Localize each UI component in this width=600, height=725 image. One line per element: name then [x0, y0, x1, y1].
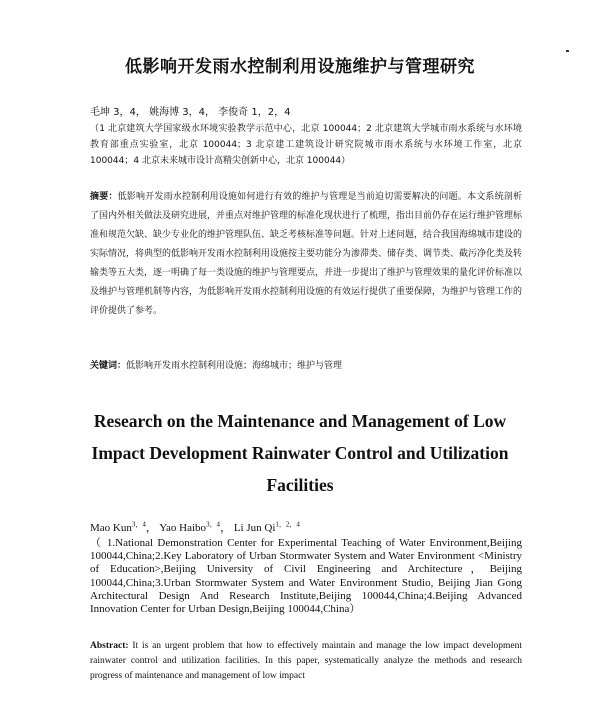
- chinese-keywords-label: 关键词：: [90, 361, 127, 371]
- author-name: Li Jun Qi: [233, 522, 276, 534]
- chinese-authors: 毛坤 3，4， 姚海博 3，4， 李俊奇 1，2，4: [90, 107, 291, 118]
- author-name: Yao Haibo: [159, 522, 207, 534]
- chinese-abstract-label: 摘要：: [90, 192, 118, 202]
- chinese-title: 低影响开发雨水控制利用设施维护与管理研究: [125, 57, 475, 77]
- english-title: Research on the Maintenance and Management of Low Impact Development Rainwater Control and Utilization Facilities: [91, 411, 509, 495]
- chinese-keywords-text: 低影响开发雨水控制利用设施；海绵城市；维护与管理: [126, 361, 343, 371]
- english-authors: Mao Kun$^{3,4}$， Yao Haibo$^{3,4}$， Li Jun $Qi^{1,2,4}$: [90, 520, 300, 534]
- english-abstract-text: It is an urgent problem that how to effectively maintain and manage the low impact development rainwater control and utilization facilities. In this paper, systematically analyze the methods and research progress of maintenance and management of low impact: [90, 641, 522, 681]
- author-affil-index: 1，2，4: [275, 520, 300, 529]
- author-affil-index: 3，4: [206, 520, 221, 529]
- chinese-keywords: [90, 358, 522, 371]
- author-name: Mao Kun: [90, 522, 132, 534]
- chinese-abstract: [90, 188, 522, 321]
- english-abstract: [90, 639, 522, 684]
- chinese-affiliations: （1 北京建筑大学国家级水环境实验教学示范中心，北京 100044；2 北京建筑大学城市雨水系统与水环境教育部重点实验室，北京 100044；3 北京建工建筑设计研究院城市雨水系统与水环境工作室，北京 100044；4 北京未来城市设计高精尖创新中心，北京 100044）: [90, 124, 522, 166]
- english-abstract-label: Abstract:: [90, 641, 129, 651]
- chinese-abstract-text: 低影响开发雨水控制利用设施如何进行有效的维护与管理是当前迫切需要解决的问题。本文系统剖析了国内外相关做法及研究进展，并重点对维护管理的标准化现状进行了梳理，指出目前仍存在运行维护管理标准和规范欠缺、缺少专业化的维护管理队伍、缺乏考核标准等问题。针对上述问题，结合我国海绵城市建设的实际情况，将典型的低影响开发雨水控制利用设施按主要功能分为渗滞类、储存类、调节类、截污净化类及转输类等五大类，逐一明确了每一类设施的维护与管理要点，并进一步提出了维护与管理效果的量化评价标准以及维护与管理机制等内容，为低影响开发雨水控制利用设施的有效运行提供了重要保障，为维护与管理工作的评价提供了参考。: [90, 192, 523, 316]
- author-affil-index: 3，4: [131, 520, 146, 529]
- english-affiliations: （ 1.National Demonstration Center for Experimental Teaching of Water Environment,Beijing 100044,China;2.Key Laboratory of Urban Stormwater System and Water Environment <Ministry of Education>,Beijing University of Civil Engineering and Architecture，Beijing 100044,China;3.Urban Stormwater System and Water Environment Studio, Beijing Jian Gong Architectural Design And Research Institute,Beijing 100044,China;4.Beijing Advanced Innovation Center for Urban Design,Beijing 100044,China）: [90, 537, 522, 616]
